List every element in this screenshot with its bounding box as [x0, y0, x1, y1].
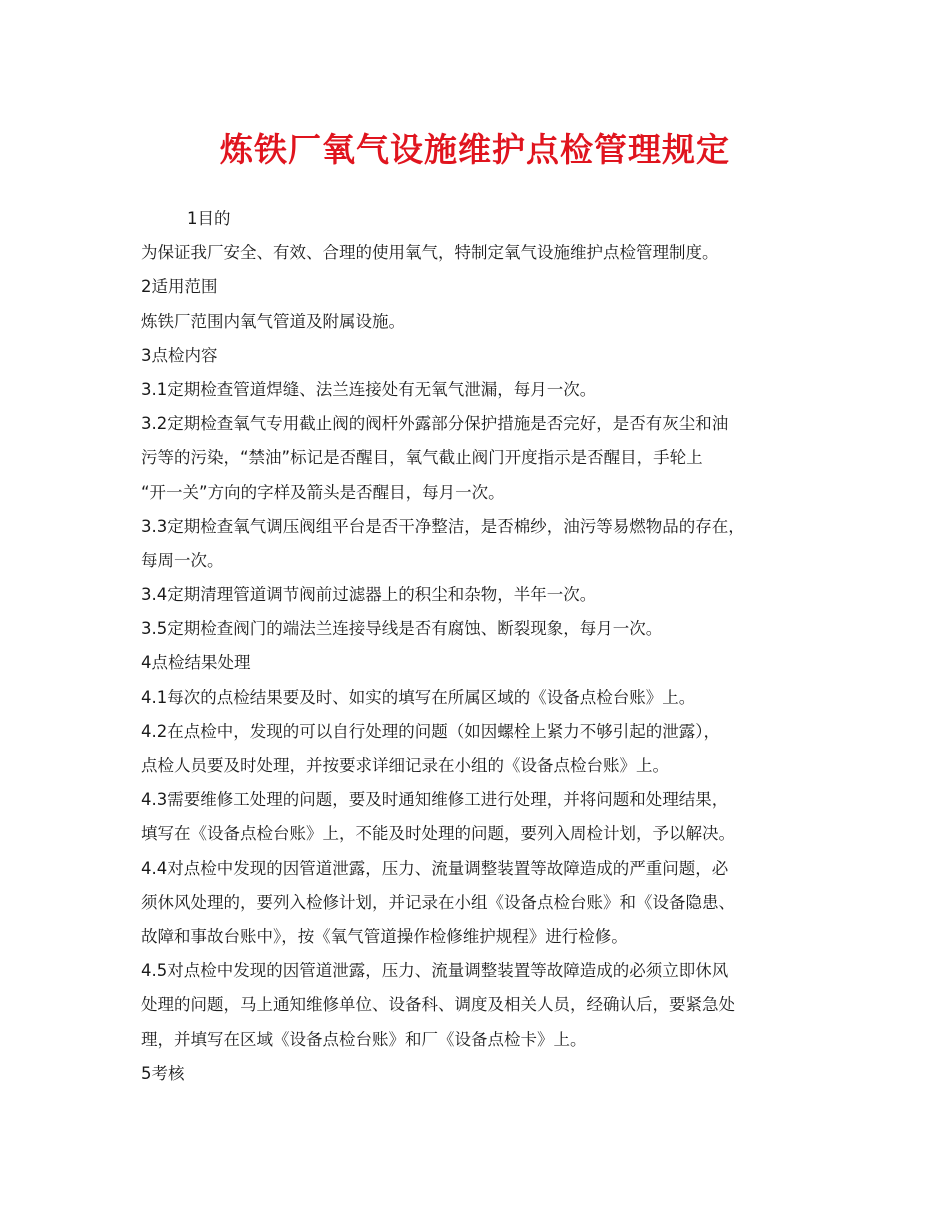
- text-line: 3.1定期检查管道焊缝、法兰连接处有无氧气泄漏，每月一次。: [141, 379, 597, 399]
- text-line: 4.5对点检中发现的因管道泄露，压力、流量调整装置等故障造成的必须立即休风: [141, 961, 729, 981]
- text-line: 3.3定期检查氧气调压阀组平台是否干净整洁，是否棉纱，油污等易燃物品的存在，: [141, 516, 745, 536]
- document-title: 炼铁厂氧气设施维护点检管理规定: [220, 130, 730, 169]
- text-line: 4.2在点检中，发现的可以自行处理的问题（如因螺栓上紧力不够引起的泄露），: [141, 721, 720, 741]
- text-line: 5考核: [141, 1063, 185, 1083]
- text-line: 炼铁厂范围内氧气管道及附属设施。: [141, 311, 405, 331]
- text-line: 3点检内容: [141, 345, 218, 365]
- text-line: 3.2定期检查氧气专用截止阀的阀杆外露部分保护措施是否完好，是否有灰尘和油: [141, 414, 729, 434]
- text-line: 理，并填写在区域《设备点检台账》和厂《设备点检卡》上。: [141, 1029, 587, 1049]
- text-line: “开一关”方向的字样及箭头是否醒目，每月一次。: [141, 482, 505, 502]
- text-line: 故障和事故台账中》，按《氧气管道操作检修维护规程》进行检修。: [141, 926, 628, 946]
- text-line: 须休风处理的，要列入检修计划，并记录在小组《设备点检台账》和《设备隐患、: [141, 892, 735, 912]
- text-line: 3.5定期检查阀门的端法兰连接导线是否有腐蚀、断裂现象，每月一次。: [141, 619, 663, 639]
- text-line: 4.3需要维修工处理的问题，要及时通知维修工进行处理，并将问题和处理结果，: [141, 790, 729, 810]
- text-line: 4.4对点检中发现的因管道泄露，压力、流量调整装置等故障造成的严重问题，必: [141, 858, 729, 878]
- document-body: [141, 202, 831, 1091]
- text-line: 填写在《设备点检台账》上，不能及时处理的问题，要列入周检计划，予以解决。: [141, 824, 735, 844]
- text-line: 1目的: [187, 209, 231, 228]
- text-line: 3.4定期清理管道调节阀前过滤器上的积尘和杂物，半年一次。: [141, 585, 597, 605]
- text-line: 污等的污染，“禁油”标记是否醒目，氧气截止阀门开度指示是否醒目，手轮上: [141, 448, 703, 468]
- text-line: 为保证我厂安全、有效、合理的使用氧气，特制定氧气设施维护点检管理制度。: [141, 243, 719, 263]
- text-line: 每周一次。: [141, 550, 224, 570]
- text-line: 4点检结果处理: [141, 653, 251, 673]
- text-line: 点检人员要及时处理，并按要求详细记录在小组的《设备点检台账》上。: [141, 756, 669, 775]
- text-line: 处理的问题，马上通知维修单位、设备科、调度及相关人员，经确认后，要紧急处: [141, 995, 735, 1015]
- text-line: 4.1每次的点检结果要及时、如实的填写在所属区域的《设备点检台账》上。: [141, 687, 696, 707]
- text-line: 2适用范围: [141, 277, 218, 297]
